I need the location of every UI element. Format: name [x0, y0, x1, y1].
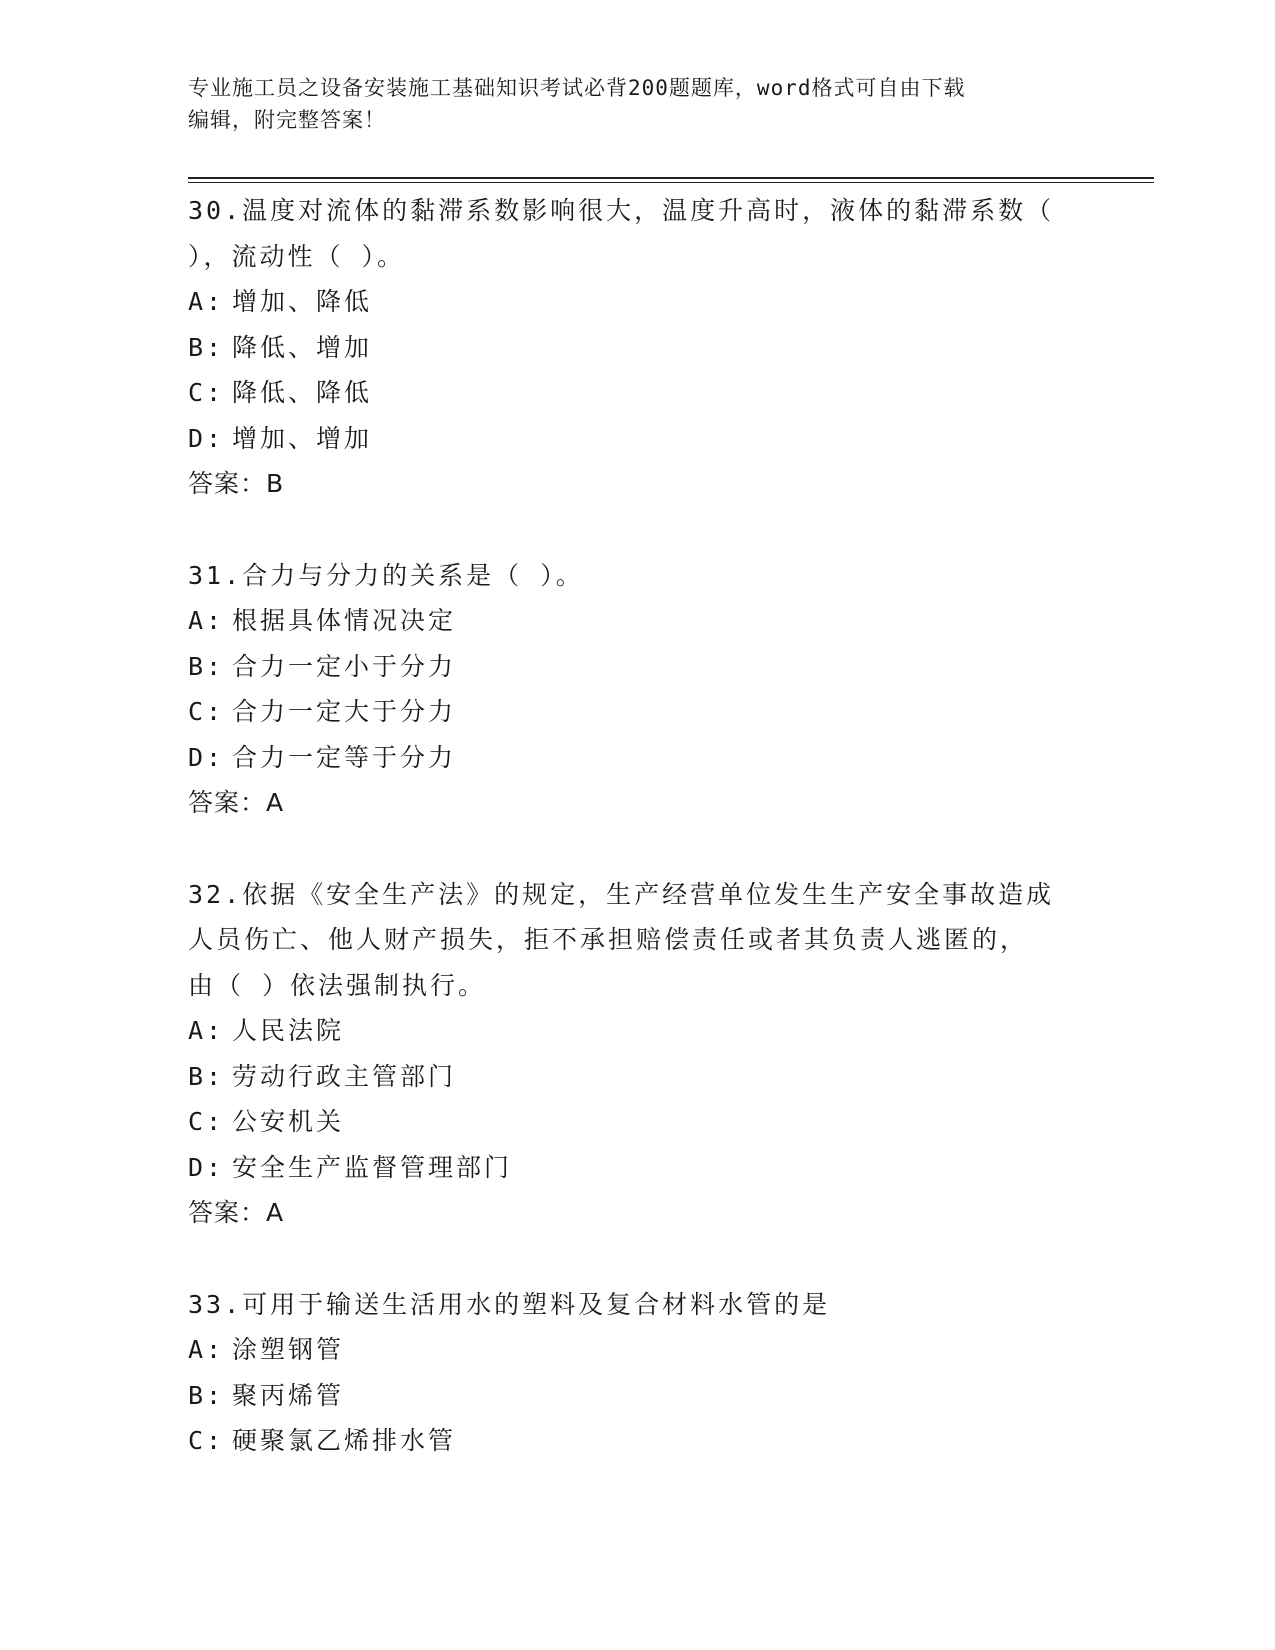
- option-key: A:: [188, 1016, 225, 1045]
- option-key: C:: [188, 697, 225, 726]
- option-key: A:: [188, 606, 225, 635]
- option-c: [188, 370, 1088, 416]
- option-key: A:: [188, 287, 225, 316]
- option-key: B:: [188, 1061, 225, 1091]
- option-a: [188, 598, 1088, 644]
- question-text-line-1: 温度对流体的黏滞系数影响很大，温度升高时，液体的黏滞系数（: [242, 196, 1055, 225]
- answer: 答案：B: [188, 469, 285, 498]
- option-key: B:: [188, 651, 225, 681]
- header-divider-thick: [188, 177, 1154, 179]
- question-number: 31.: [188, 560, 243, 590]
- option-text: 人民法院: [232, 1016, 345, 1045]
- question-list: [188, 188, 1088, 1510]
- option-b: [188, 644, 1088, 690]
- option-text: 公安机关: [232, 1107, 345, 1136]
- option-c: [188, 1099, 1088, 1145]
- header-divider-thin: [188, 182, 1154, 183]
- header-line-1: 专业施工员之设备安装施工基础知识考试必背200题题库，word格式可自由下载: [188, 76, 966, 100]
- option-key: A:: [188, 1335, 225, 1364]
- option-key: B:: [188, 332, 225, 362]
- option-text: 根据具体情况决定: [232, 606, 457, 635]
- question-32: [188, 872, 1088, 1236]
- question-text: [188, 872, 1088, 918]
- option-text: 增加、增加: [232, 423, 373, 453]
- option-text: 安全生产监督管理部门: [232, 1152, 513, 1182]
- option-b: [188, 325, 1088, 371]
- question-text: [188, 1282, 1088, 1328]
- option-text: 硬聚氯乙烯排水管: [232, 1426, 457, 1455]
- option-key: D:: [188, 423, 225, 453]
- header-line-2: 编辑，附完整答案！: [188, 108, 386, 132]
- question-text-line-2: 人员伤亡、他人财产损失，拒不承担赔偿责任或者其负责人逃匿的，: [188, 925, 1029, 954]
- question-text: [188, 553, 1088, 599]
- option-text: 合力一定大于分力: [232, 697, 457, 726]
- question-number: 30.: [188, 196, 243, 225]
- option-d: [188, 416, 1088, 462]
- question-text: [188, 188, 1088, 234]
- document-header: [188, 72, 1088, 136]
- option-key: B:: [188, 1380, 225, 1410]
- option-b: [188, 1373, 1088, 1419]
- option-c: [188, 1418, 1088, 1464]
- option-text: 聚丙烯管: [232, 1380, 345, 1410]
- option-text: 增加、降低: [232, 287, 373, 316]
- option-text: 合力一定等于分力: [232, 742, 457, 772]
- option-key: C:: [188, 1107, 225, 1136]
- option-key: C:: [188, 378, 225, 407]
- question-text-line-1: 合力与分力的关系是（ ）。: [242, 560, 584, 590]
- answer: 答案：A: [188, 1198, 285, 1227]
- option-key: D:: [188, 1152, 225, 1182]
- question-number: 33.: [188, 1289, 243, 1319]
- option-c: [188, 689, 1088, 735]
- question-33: [188, 1282, 1088, 1464]
- question-text-line-2: ），流动性（ ）。: [188, 241, 406, 271]
- option-text: 劳动行政主管部门: [232, 1061, 457, 1091]
- question-number: 32.: [188, 879, 243, 909]
- option-text: 降低、降低: [232, 378, 373, 407]
- option-b: [188, 1054, 1088, 1100]
- option-a: [188, 1008, 1088, 1054]
- option-text: 合力一定小于分力: [232, 651, 457, 681]
- option-key: C:: [188, 1426, 225, 1455]
- option-d: [188, 735, 1088, 781]
- question-30: [188, 188, 1088, 507]
- option-a: [188, 279, 1088, 325]
- question-text-line-3: 由（ ）依法强制执行。: [188, 970, 487, 1000]
- question-text-line-1: 可用于输送生活用水的塑料及复合材料水管的是: [242, 1289, 831, 1319]
- answer: 答案：A: [188, 788, 285, 817]
- option-text: 涂塑钢管: [232, 1335, 345, 1364]
- option-key: D:: [188, 742, 225, 772]
- option-a: [188, 1327, 1088, 1373]
- option-text: 降低、增加: [232, 332, 373, 362]
- option-d: [188, 1145, 1088, 1191]
- question-31: [188, 553, 1088, 826]
- question-text-line-1: 依据《安全生产法》的规定，生产经营单位发生生产安全事故造成: [242, 879, 1055, 909]
